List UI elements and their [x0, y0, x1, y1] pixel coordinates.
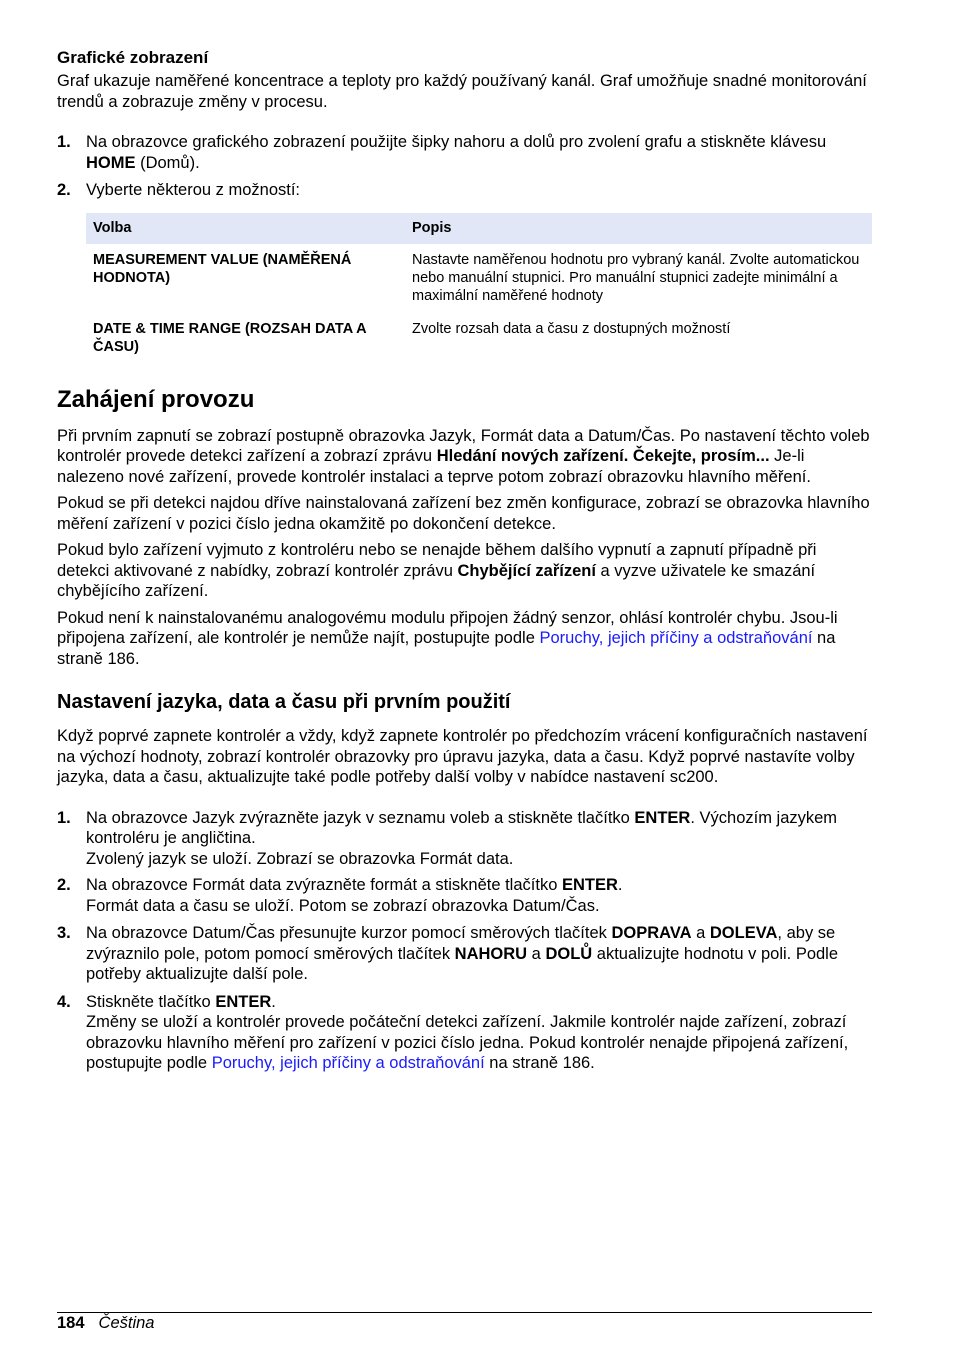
step-text: Vyberte některou z možností: [86, 181, 300, 199]
step-text: Na obrazovce Formát data zvýrazněte formát a stiskněte tlačítko [86, 876, 562, 894]
graph-intro: Graf ukazuje naměřené koncentrace a teploty pro každý používaný kanál. Graf umožňuje snadné monitorování trendů a zobrazuje změny v procesu. [57, 72, 867, 111]
startup-paragraph-4 [57, 608, 872, 670]
document-page [57, 48, 872, 1074]
column-header-option: Volba [86, 213, 405, 244]
language-step-1 [57, 808, 872, 870]
key-name: DOLŮ [545, 944, 593, 963]
language-section [57, 690, 872, 1074]
paragraph-text: Je-li nalezeno nové zařízení, provede kontrolér instalaci a teprve potom zobrazí obrazovku hlavního měření. [57, 447, 811, 486]
key-name: HOME [86, 153, 136, 172]
step-text: Na obrazovce grafického zobrazení použijte šipky nahoru a dolů pro zvolení grafu a stiskněte klávesu [86, 133, 827, 151]
step-number: 4. [57, 992, 71, 1011]
paragraph-text: Pokud není k nainstalovanému analogovému modulu připojen žádný senzor, ohlásí kontrolér chybu. Jsou-li připojena zařízení, ale kontrolér je nemůže najít, postupujte podle [57, 608, 838, 647]
step-result: na straně 186. [484, 1054, 595, 1072]
language-steps [57, 808, 872, 1074]
step-text: a [691, 924, 710, 942]
troubleshooting-link[interactable]: Poruchy, jejich příčiny a odstraňování [211, 1054, 485, 1072]
step-text: . [271, 992, 276, 1011]
step-text: , aby se zvýraznilo pole, potom pomocí směrových tlačítek [86, 924, 836, 963]
step-result: Změny se uloží a kontrolér provede počáteční detekci zařízení. Jakmile kontrolér najde zařízení, zobrazí obrazovku hlavního měření pro zařízení v pozici číslo jedna. Pokud kontrolér nenajde připojená zařízení, postupujte podle [86, 1013, 849, 1072]
option-description: Nastavte naměřenou hodnotu pro vybraný kanál. Zvolte automatickou nebo manuální stupnici. Pro manuální stupnici zadejte minimální a maximální naměřené hodnoty [412, 251, 860, 304]
table-header-row [86, 213, 872, 244]
paragraph-text: na straně 186. [57, 629, 836, 668]
language-step-4 [57, 992, 872, 1074]
step-number: 3. [57, 924, 71, 942]
option-name: MEASUREMENT VALUE (NAMĚŘENÁ HODNOTA) [93, 251, 352, 286]
key-name: NAHORU [454, 944, 528, 963]
language-intro: Když poprvé zapnete kontrolér a vždy, když zapnete kontrolér po předchozím vrácení konfiguračních nastavení na výchozí hodnoty, zobrazí kontrolér obrazovky pro úpravu jazyka, data a času. Když poprvé nastavíte volby jazyka, data a času, aktualizujte také podle potřeby další volby v nabídce nastavení sc200. [57, 727, 868, 786]
message-text: Chybějící zařízení [457, 561, 596, 580]
paragraph-text: Při prvním zapnutí se zobrazí postupně obrazovka Jazyk, Formát data a Datum/Čas. Po nastavení těchto voleb kontrolér provede detekci zařízení a zobrazí zprávu [57, 426, 870, 465]
step-number: 1. [57, 808, 71, 827]
graph-section [57, 48, 872, 364]
language-heading: Nastavení jazyka, data a času při prvním použití [57, 691, 511, 713]
troubleshooting-link[interactable]: Poruchy, jejich příčiny a odstraňování [539, 629, 813, 647]
step-text: aktualizujte hodnotu v poli. Podle potřeby aktualizujte další pole. [86, 944, 839, 983]
step-text: Na obrazovce Datum/Čas přesunujte kurzor pomocí směrových tlačítek [86, 924, 612, 942]
language-step-3 [57, 923, 872, 985]
message-text: Hledání nových zařízení. Čekejte, prosím... [436, 447, 770, 465]
step-text: . [617, 876, 623, 894]
step-result: Zvolený jazyk se uloží. Zobrazí se obrazovka Formát data. [86, 849, 514, 868]
key-name: DOLEVA [709, 924, 778, 942]
step-text: a [527, 944, 546, 963]
step-text: Stiskněte tlačítko [86, 992, 216, 1011]
page-number: 184 [57, 1314, 85, 1332]
footer-language: Čeština [98, 1314, 155, 1332]
option-name: DATE & TIME RANGE (ROZSAH DATA A ČASU) [93, 320, 367, 355]
startup-paragraph-1 [57, 426, 872, 488]
graph-heading: Grafické zobrazení [57, 48, 209, 67]
paragraph-text: a vyzve uživatele ke smazání chybějícího zařízení. [57, 561, 816, 600]
step-text: . Výchozím jazykem kontroléru je angličtina. [86, 808, 838, 847]
paragraph-text: Pokud bylo zařízení vyjmuto z kontroléru nebo se nenajde během dalšího vypnutí a zapnutí případně při detekci aktivované z nabídky, zobrazí kontrolér zprávu [57, 541, 817, 580]
startup-paragraph-3 [57, 540, 872, 602]
footer-divider [57, 1312, 872, 1313]
table-row [86, 244, 872, 313]
key-name: ENTER [561, 876, 618, 894]
language-step-2 [57, 875, 872, 916]
key-name: ENTER [215, 992, 272, 1011]
graph-step-2 [57, 180, 872, 201]
startup-heading: Zahájení provozu [57, 385, 255, 413]
graph-step-1 [57, 132, 872, 173]
step-result: Formát data a času se uloží. Potom se zobrazí obrazovka Datum/Čas. [86, 896, 600, 915]
key-name: DOPRAVA [611, 924, 692, 942]
graph-steps [57, 132, 872, 201]
options-table [86, 213, 872, 364]
startup-paragraph-2: Pokud se při detekci najdou dříve nainstalovaná zařízení bez změn konfigurace, zobrazí se obrazovka hlavního měření zařízení v pozici číslo jedna okamžitě po dokončení detekce. [57, 494, 870, 533]
step-text: (Domů). [135, 153, 200, 172]
step-number: 2. [57, 876, 71, 894]
step-number: 1. [57, 133, 71, 151]
step-text: Na obrazovce Jazyk zvýrazněte jazyk v seznamu voleb a stiskněte tlačítko [86, 808, 635, 827]
startup-section [57, 386, 872, 670]
option-description: Zvolte rozsah data a času z dostupných možností [412, 320, 731, 337]
step-number: 2. [57, 181, 71, 199]
table-row [86, 313, 872, 364]
key-name: ENTER [634, 808, 691, 827]
page-footer [57, 1313, 154, 1333]
column-header-description: Popis [405, 213, 872, 244]
